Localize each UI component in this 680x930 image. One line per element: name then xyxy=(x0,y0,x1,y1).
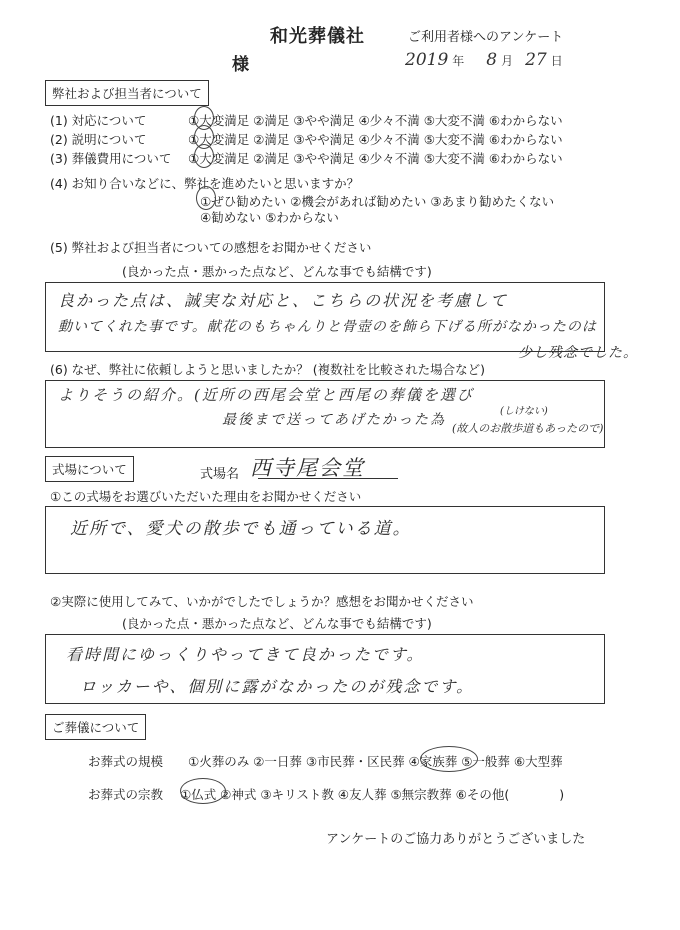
q4-options-line1: ①ぜひ勧めたい ②機会があれば勧めたい ③あまり勧めたくない xyxy=(200,194,555,209)
q4-selected-circle xyxy=(196,186,216,210)
date-year: 2019 xyxy=(405,50,449,70)
funeral-religion-label: お葬式の宗教 xyxy=(88,787,164,802)
footer-thanks: アンケートのご協力ありがとうございました xyxy=(326,832,586,847)
survey-date xyxy=(405,50,563,70)
q6-label: (6) なぜ、弊社に依頼しようと思いましたか？ (複数社を比較された場合など) xyxy=(50,362,486,377)
survey-title: ご利用者様へのアンケート xyxy=(408,30,564,45)
q3-selected-circle xyxy=(194,144,214,168)
section-heading-venue: 式場について xyxy=(45,456,134,482)
venue-name-underline xyxy=(258,478,398,479)
q3-label: (3) 葬儀費用について xyxy=(50,151,172,166)
date-day-unit: 日 xyxy=(550,54,563,68)
section-heading-funeral: ご葬儀について xyxy=(45,714,146,740)
q1-label: (1) 対応について xyxy=(50,113,147,128)
q6-answer-note2: (故人のお散歩道もあったので) xyxy=(452,422,604,435)
venue-label: 式場名 xyxy=(200,467,240,482)
funeral-scale-selected-circle xyxy=(420,746,478,772)
q2-label: (2) 説明について xyxy=(50,132,147,147)
q5-answer-line1: 良かった点は、誠実な対応と、こちらの状況を考慮して xyxy=(58,291,509,310)
section-heading-company: 弊社および担当者について xyxy=(45,80,209,106)
funeral-scale-options: ①火葬のみ ②一日葬 ③市民葬・区民葬 ④家族葬 ⑤一般葬 ⑥大型葬 xyxy=(188,754,563,769)
venue-q2-answer-line1: 看時間にゆっくりやってきて良かったです。 xyxy=(66,645,425,664)
q5-answer-line3: 少し残念でした。 xyxy=(518,345,638,361)
q5-answer-line2: 動いてくれた事です。献花のもちゃんりと骨壺のを飾ら下げる所がなかったのは xyxy=(58,319,597,335)
date-year-unit: 年 xyxy=(452,54,465,68)
q6-answer-note1: (しけない) xyxy=(500,406,548,417)
funeral-religion-options: ①仏式 ②神式 ③キリスト教 ④友人葬 ⑤無宗教葬 ⑥その他( ) xyxy=(180,787,565,802)
date-month: 8 xyxy=(486,50,498,70)
venue-q2-answer-line2: ロッカーや、個別に露がなかったのが残念です。 xyxy=(80,677,475,696)
venue-q2-label: ②実際に使用してみて、いかがでしたでしょうか？感想をお聞かせください xyxy=(50,594,474,609)
q6-answer-line2: 最後まで送ってあげたかった為 xyxy=(222,412,446,428)
q6-answer-line1: よりそうの紹介。(近所の西尾会堂と西尾の葬儀を選び xyxy=(58,386,474,404)
q2-rating-options: ①大変満足 ②満足 ③やや満足 ④少々不満 ⑤大変不満 ⑥わからない xyxy=(188,132,563,147)
q3-rating-options: ①大変満足 ②満足 ③やや満足 ④少々不満 ⑤大変不満 ⑥わからない xyxy=(188,151,563,166)
funeral-scale-label: お葬式の規模 xyxy=(88,754,164,769)
funeral-religion-selected-circle xyxy=(180,778,226,804)
q1-rating-options: ①大変満足 ②満足 ③やや満足 ④少々不満 ⑤大変不満 ⑥わからない xyxy=(188,113,563,128)
date-month-unit: 月 xyxy=(501,54,514,68)
venue-q1-answer: 近所で、愛犬の散歩でも通っている道。 xyxy=(70,519,412,539)
date-day: 27 xyxy=(525,50,547,70)
q5-hint: (良かった点・悪かった点など、どんな事でも結構です) xyxy=(122,264,432,279)
venue-q2-hint: (良かった点・悪かった点など、どんな事でも結構です) xyxy=(122,616,432,631)
company-name: 和光葬儀社 xyxy=(270,26,365,47)
q5-label: (5) 弊社および担当者についての感想をお聞かせください xyxy=(50,240,372,255)
venue-name: 西寺尾会堂 xyxy=(250,456,365,480)
honorific: 様 xyxy=(232,55,249,75)
q4-label: (4) お知り合いなどに、弊社を進めたいと思いますか？ xyxy=(50,176,360,191)
q4-options-line2: ④勧めない ⑤わからない xyxy=(200,210,339,225)
venue-q1-label: ①この式場をお選びいただいた理由をお聞かせください xyxy=(50,489,362,504)
